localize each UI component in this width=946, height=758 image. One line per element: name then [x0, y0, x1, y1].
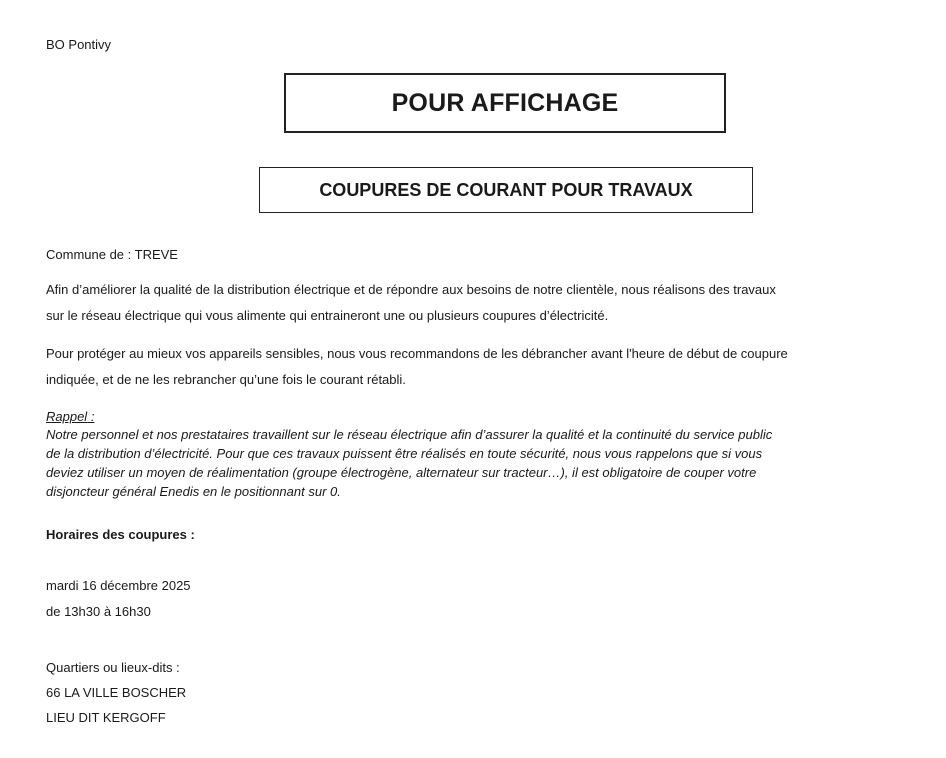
subtitle-box [259, 167, 753, 213]
outage-date: mardi 16 décembre 2025 [46, 578, 191, 593]
rappel-line-4: disjoncteur général Enedis en le positionnant sur 0. [46, 484, 341, 499]
rappel-line-1: Notre personnel et nos prestataires travaillent sur le réseau électrique afin d’assurer la qualité et la continuité du service public [46, 427, 773, 442]
rappel-heading [46, 408, 926, 425]
agency-name: BO Pontivy [46, 37, 112, 52]
advice-line-2: indiquée, et de ne les rebrancher qu’une fois le courant rétabli. [46, 372, 406, 387]
intro-line-2: sur le réseau électrique qui vous alimente qui entraineront une ou plusieurs coupures d’électricité. [46, 308, 609, 323]
rappel-paragraph [46, 425, 926, 501]
subtitle: COUPURES DE COURANT POUR TRAVAUX [319, 179, 693, 200]
rappel-label: Rappel [46, 409, 88, 424]
rappel-colon: : [87, 409, 95, 424]
commune-line: Commune de : TREVE [46, 247, 178, 262]
schedule-heading: Horaires des coupures : [46, 527, 195, 542]
intro-line-1: Afin d’améliorer la qualité de la distribution électrique et de répondre aux besoins de notre clientèle, nous réalisons des travaux [46, 282, 776, 297]
rappel-line-2: de la distribution d’électricité. Pour que ces travaux puissent être réalisés en toute sécurité, nous vous rappelons que si vous [46, 446, 763, 461]
advice-paragraph [46, 341, 926, 393]
main-title-box [284, 73, 726, 133]
main-title: POUR AFFICHAGE [391, 88, 619, 117]
advice-line-1: Pour protéger au mieux vos appareils sensibles, nous vous recommandons de les débrancher avant l'heure de début de coupure [46, 346, 788, 361]
intro-paragraph [46, 277, 926, 329]
location-item: LIEU DIT KERGOFF [46, 710, 166, 725]
outage-hours: de 13h30 à 16h30 [46, 604, 151, 619]
location-item: 66 LA VILLE BOSCHER [46, 685, 187, 700]
rappel-line-3: deviez utiliser un moyen de réalimentation (groupe électrogène, alternateur sur tracteur…), il est obligatoire de couper votre [46, 465, 757, 480]
locations-heading: Quartiers ou lieux-dits : [46, 660, 180, 675]
